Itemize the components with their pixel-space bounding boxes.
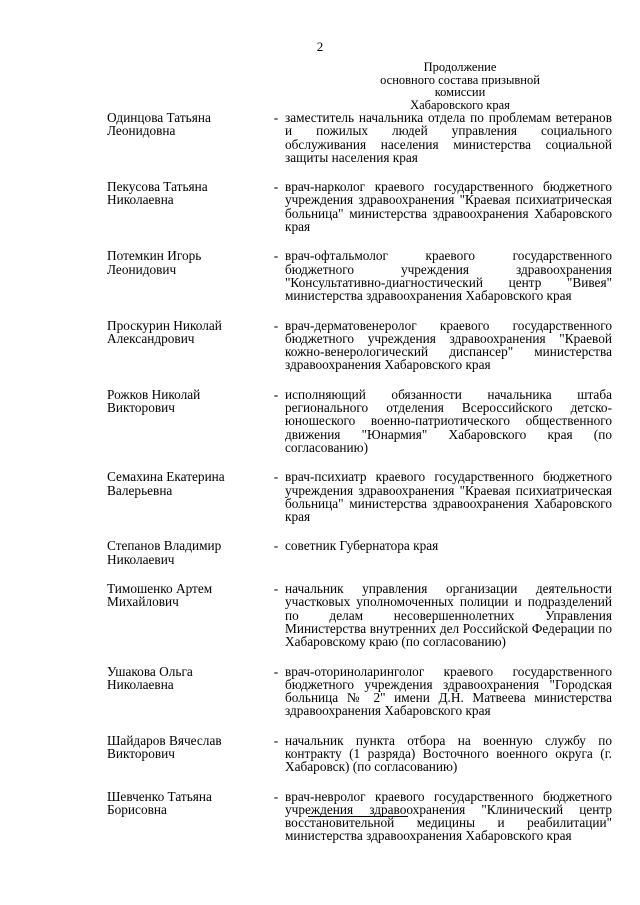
member-name: Рожков Николай Викторович bbox=[107, 386, 201, 416]
member-position: врач-нарколог краевого государственного бюджетного учреждения здравоохранения "Краевая психиатрическая больница" министерства здравоохранения Хабаровского края bbox=[285, 179, 612, 235]
member-position: врач-офтальмолог краевого государственного бюджетного учреждения здравоохранения "Консультативно-диагностический центр "Вивея" министерства здравоохранения Хабаровского края bbox=[285, 248, 612, 304]
member-row bbox=[107, 319, 612, 372]
continuation-title: Продолжение bbox=[423, 60, 497, 74]
member-row bbox=[107, 388, 612, 454]
member-name: Пекусова Татьяна Николаевна bbox=[107, 179, 208, 208]
page-number: 2 bbox=[316, 39, 324, 54]
member-position: врач-невролог краевого государственного бюджетного учреждения здравоохранения "Клинический центр восстановительной медицины и реабилитации" министерства здравоохранения Хабаровского края bbox=[285, 788, 612, 844]
member-row bbox=[107, 180, 612, 233]
continuation-line-3: Хабаровского края bbox=[410, 97, 510, 112]
member-position: врач-психиатр краевого государственного бюджетного учреждения здравоохранения "Краевая психиатрическая больница" министерства здравоохранения Хабаровского края bbox=[285, 469, 612, 525]
member-position: начальник управления организации деятельности участковых уполномоченных полиции и подразделений по делам несовершеннолетних Управления Министерства внутренних дел Российской Федерации по Хабаровскому краю (по согласованию) bbox=[285, 581, 612, 650]
member-dash: - bbox=[273, 732, 279, 748]
member-dash: - bbox=[273, 317, 279, 333]
member-row bbox=[107, 665, 612, 718]
member-row bbox=[107, 582, 612, 648]
continuation-header bbox=[360, 61, 560, 111]
member-dash: - bbox=[273, 248, 279, 264]
member-name: Семахина Екатерина Валерьевна bbox=[107, 469, 225, 498]
member-position: начальник пункта отбора на военную службу по контракту (1 разряда) Восточного военного округа (г. Хабаровск) (по согласованию) bbox=[285, 732, 612, 775]
member-name: Проскурин Николай Александрович bbox=[107, 317, 222, 346]
member-position: исполняющий обязанности начальника штаба регионального отделения Всероссийского детско-юношеского военно-патриотического общественного движения "Юнармия" Хабаровского края (по согласованию) bbox=[285, 386, 612, 455]
commission-members-list bbox=[107, 111, 612, 859]
member-dash: - bbox=[273, 581, 279, 597]
member-row bbox=[107, 111, 612, 164]
member-position: заместитель начальника отдела по проблемам ветеранов и пожилых людей управления социального обслуживания населения министерства социальной защиты населения края bbox=[285, 110, 612, 165]
member-dash: - bbox=[273, 386, 279, 402]
member-dash: - bbox=[273, 788, 279, 804]
member-name: Потемкин Игорь Леонидович bbox=[107, 248, 202, 277]
member-dash: - bbox=[273, 110, 279, 125]
member-row bbox=[107, 470, 612, 523]
member-name: Шевченко Татьяна Борисовна bbox=[107, 788, 212, 817]
member-row bbox=[107, 249, 612, 302]
member-row bbox=[107, 539, 612, 566]
member-row bbox=[107, 734, 612, 774]
member-position: врач-оториноларинголог краевого государственного бюджетного учреждения здравоохранения "Городская больница № 2" имени Д.Н. Матвеева министерства здравоохранения Хабаровского края bbox=[285, 663, 612, 719]
member-dash: - bbox=[273, 469, 279, 485]
continuation-line-2: основного состава призывной комиссии bbox=[380, 72, 540, 99]
member-name: Шайдаров Вячеслав Викторович bbox=[107, 732, 222, 761]
member-dash: - bbox=[273, 179, 279, 195]
member-position: врач-дерматовенеролог краевого государственного бюджетного учреждения здравоохранения "Краевой кожно-венерологический диспансер" министерства здравоохранения Хабаровского края bbox=[285, 317, 612, 373]
member-name: Тимошенко Артем Михайлович bbox=[107, 581, 213, 610]
member-name: Степанов Владимир Николаевич bbox=[107, 538, 222, 567]
member-dash: - bbox=[273, 538, 279, 554]
end-divider-line bbox=[308, 816, 408, 817]
member-name: Ушакова Ольга Николаевна bbox=[107, 663, 193, 692]
member-name: Одинцова Татьяна Леонидовна bbox=[107, 110, 211, 139]
member-dash: - bbox=[273, 663, 279, 679]
member-position: советник Губернатора края bbox=[285, 538, 439, 554]
